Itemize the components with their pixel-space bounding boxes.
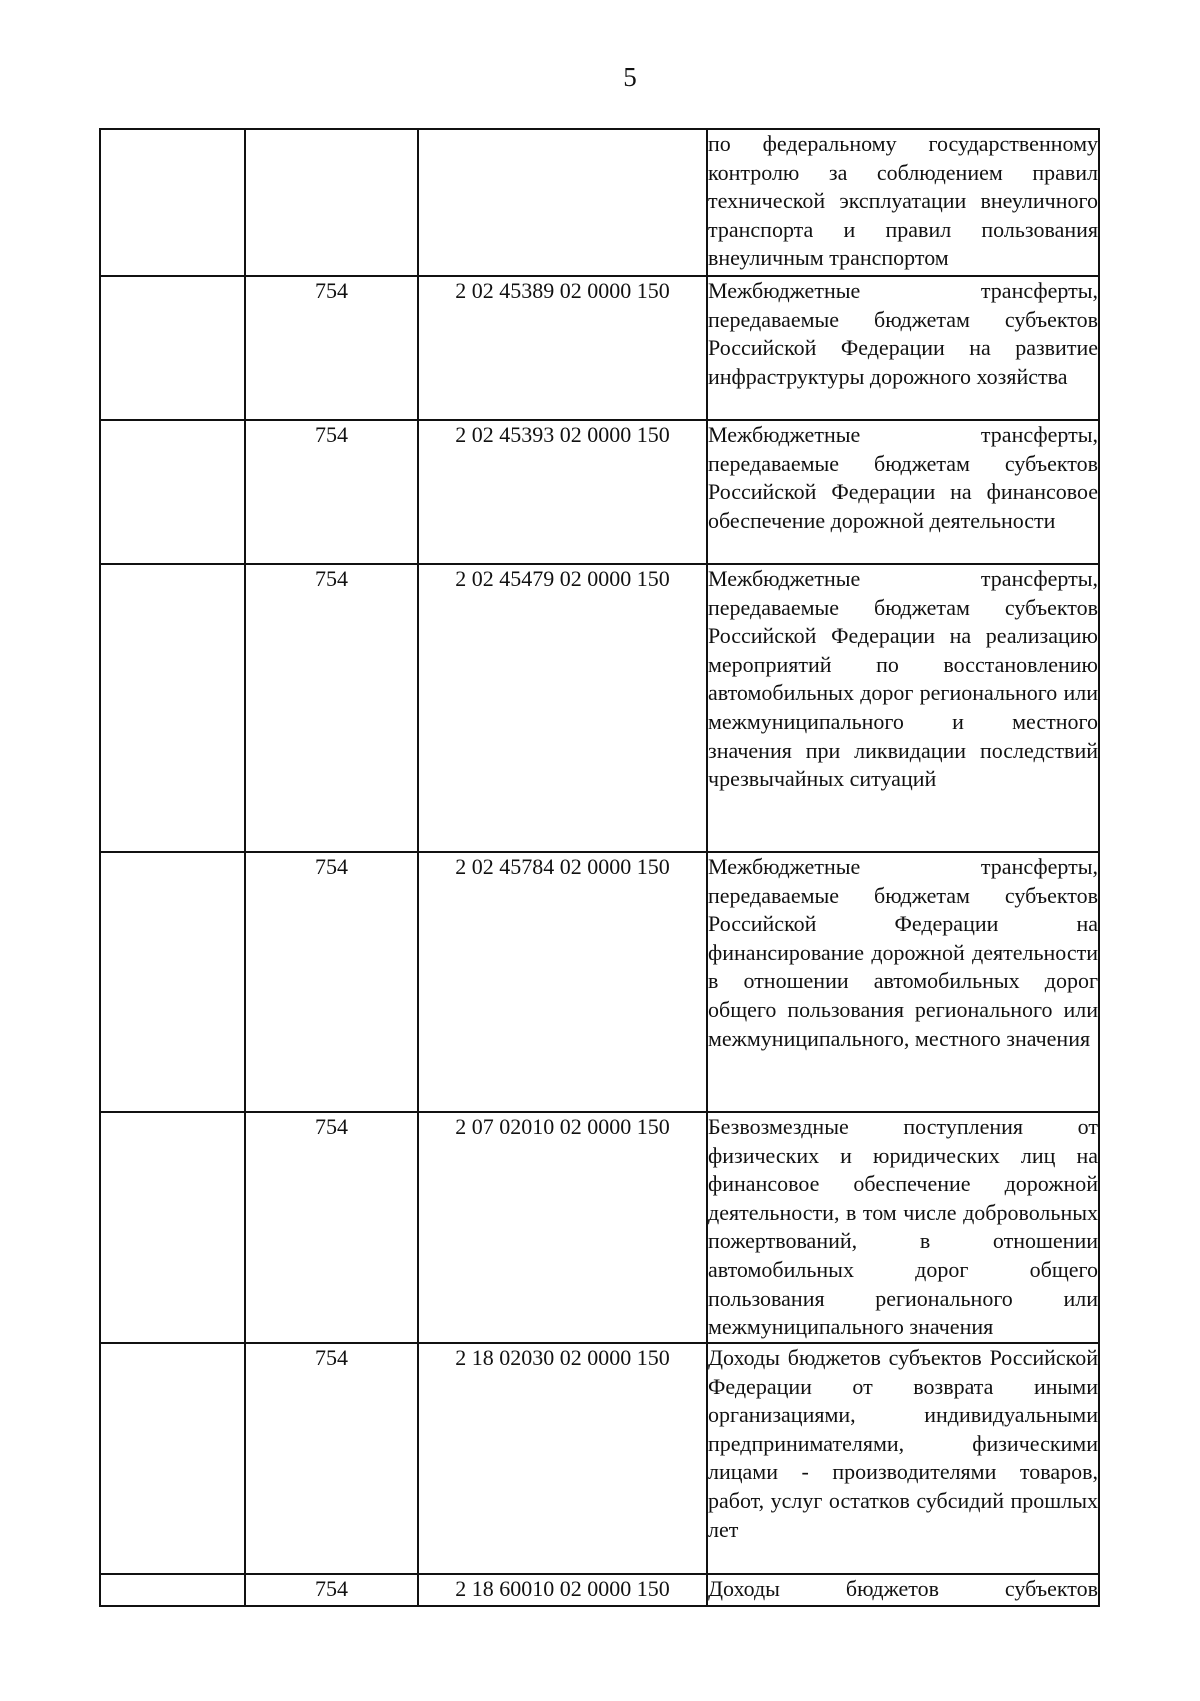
budget-code-cell: 2 02 45389 02 0000 150 xyxy=(418,276,707,420)
empty-cell xyxy=(100,420,245,564)
admin-code-cell: 754 xyxy=(245,564,418,852)
budget-code-cell: 2 07 02010 02 0000 150 xyxy=(418,1112,707,1343)
page-number: 5 xyxy=(623,62,637,92)
budget-code-cell: 2 02 45393 02 0000 150 xyxy=(418,420,707,564)
empty-cell xyxy=(100,129,245,276)
empty-cell xyxy=(100,1574,245,1606)
budget-code-cell: 2 02 45784 02 0000 150 xyxy=(418,852,707,1112)
table-row xyxy=(100,1343,1099,1574)
admin-code-cell: 754 xyxy=(245,1112,418,1343)
admin-code-cell: 754 xyxy=(245,420,418,564)
table-row xyxy=(100,852,1099,1112)
description-cell: Доходы бюджетов субъектов Российской Федерации от возврата иными организациями, индивидуальными предпринимателями, физическими лицами - производителями товаров, работ, услуг остатков субсидий прошлых лет xyxy=(707,1343,1099,1574)
description-cell: по федеральному государственному контролю за соблюдением правил технической эксплуатации внеуличного транспорта и правил пользования внеуличным транспортом xyxy=(707,129,1099,276)
empty-cell xyxy=(100,276,245,420)
table-row xyxy=(100,276,1099,420)
description-cell: Межбюджетные трансферты, передаваемые бюджетам субъектов Российской Федерации на реализацию мероприятий по восстановлению автомобильных дорог регионального или межмуниципального и местного значения при ликвидации последствий чрезвычайных ситуаций xyxy=(707,564,1099,852)
description-cell: Межбюджетные трансферты, передаваемые бюджетам субъектов Российской Федерации на развитие инфраструктуры дорожного хозяйства xyxy=(707,276,1099,420)
description-cell: Доходы бюджетов субъектов xyxy=(707,1574,1099,1606)
description-cell: Межбюджетные трансферты, передаваемые бюджетам субъектов Российской Федерации на финансовое обеспечение дорожной деятельности xyxy=(707,420,1099,564)
description-cell: Межбюджетные трансферты, передаваемые бюджетам субъектов Российской Федерации на финансирование дорожной деятельности в отношении автомобильных дорог общего пользования регионального или межмуниципального, местного значения xyxy=(707,852,1099,1112)
admin-code-cell xyxy=(245,129,418,276)
admin-code-cell: 754 xyxy=(245,852,418,1112)
budget-code-cell xyxy=(418,129,707,276)
budget-codes-table xyxy=(99,128,1100,1607)
empty-cell xyxy=(100,1112,245,1343)
table-row xyxy=(100,420,1099,564)
admin-code-cell: 754 xyxy=(245,1574,418,1606)
description-cell: Безвозмездные поступления от физических и юридических лиц на финансовое обеспечение дорожной деятельности, в том числе добровольных пожертвований, в отношении автомобильных дорог общего пользования регионального или межмуниципального значения xyxy=(707,1112,1099,1343)
empty-cell xyxy=(100,852,245,1112)
admin-code-cell: 754 xyxy=(245,276,418,420)
table-row xyxy=(100,1112,1099,1343)
table-row xyxy=(100,129,1099,276)
budget-code-cell: 2 18 02030 02 0000 150 xyxy=(418,1343,707,1574)
budget-code-cell: 2 18 60010 02 0000 150 xyxy=(418,1574,707,1606)
empty-cell xyxy=(100,1343,245,1574)
table-row xyxy=(100,1574,1099,1606)
admin-code-cell: 754 xyxy=(245,1343,418,1574)
table-row xyxy=(100,564,1099,852)
budget-code-cell: 2 02 45479 02 0000 150 xyxy=(418,564,707,852)
empty-cell xyxy=(100,564,245,852)
